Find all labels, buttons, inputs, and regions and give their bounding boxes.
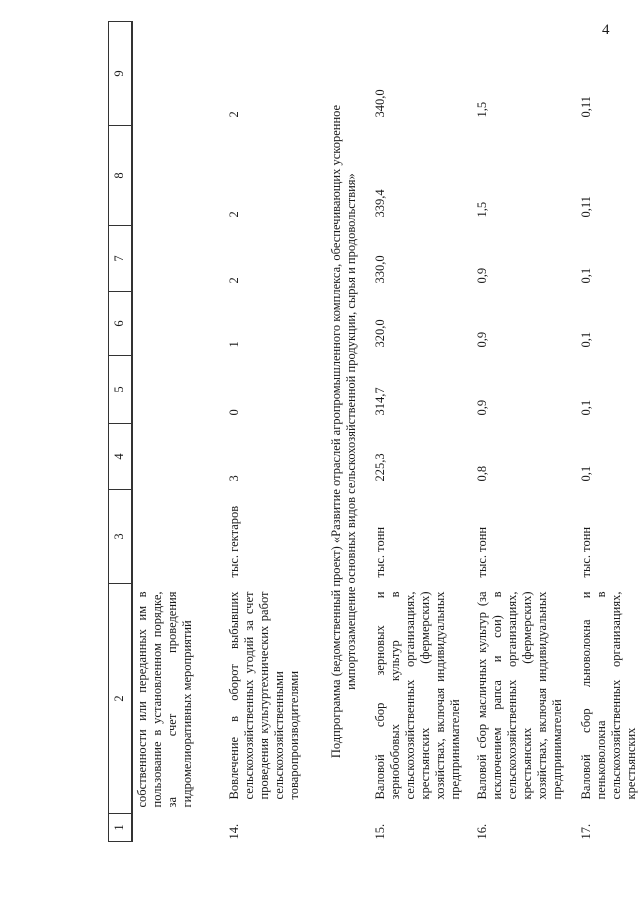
rotated-table-sheet <box>108 22 640 842</box>
row-number: 15. <box>373 823 387 840</box>
unit-cell: тыс. тонн <box>373 526 387 578</box>
value-col8: 339,4 <box>373 189 387 218</box>
value-col8: 1,5 <box>475 201 489 218</box>
col-header-4: 4 <box>109 424 133 490</box>
row-number: 17. <box>579 823 593 840</box>
col-header-1: 1 <box>109 814 133 842</box>
indicator-text: Валовой сбор масличных культур (за исключением рапса и сои) в сельскохозяйственных организациях, крестьянских (фермерских) хозяйствах, включая индивидуальных предпринимателей <box>475 591 564 800</box>
value-col4: 0,8 <box>475 465 489 482</box>
value-col7: 0,9 <box>475 267 489 284</box>
indicators-table <box>108 21 640 842</box>
unit-cell: тыс. гектаров <box>227 505 241 578</box>
value-col9: 2 <box>227 111 241 118</box>
value-col6: 320,0 <box>373 319 387 348</box>
value-col6: 0,1 <box>579 331 593 348</box>
row-number: 14. <box>227 823 241 840</box>
col-header-3: 3 <box>109 490 133 584</box>
value-col8: 2 <box>227 211 241 218</box>
col-header-5: 5 <box>109 356 133 424</box>
value-col6: 0,9 <box>475 331 489 348</box>
unit-cell: тыс. тонн <box>475 526 489 578</box>
table-row-15 <box>369 22 465 842</box>
value-col9: 0,11 <box>579 96 593 118</box>
subprogram-title: Подпрограмма (ведомственный проект) «Развитие отраслей агропромышленного комплекса, обеспечивающих ускоренное импортозамещение основных видов сельскохозяйственной продукции, сырья и продовольствия» <box>329 104 358 759</box>
col-header-9: 9 <box>109 22 133 126</box>
table-row-continuation <box>132 22 215 842</box>
indicator-text: Валовой сбор зерновых и зернобобовых культур в сельскохозяйственных организациях, крестьянских (фермерских) хозяйствах, включая индивидуальных предпринимателей <box>373 591 462 800</box>
indicator-text: Вовлечение в оборот выбывших сельскохозяйственных угодий за счет проведения культуртехнических работ сельскохозяйственными товаропроизводителями <box>227 591 301 800</box>
table-row-17 <box>569 22 640 842</box>
column-number-header <box>109 22 133 842</box>
indicator-text: Валовой сбор льноволокна и пеньковолокна в сельскохозяйственных организациях, крестьянских <box>579 591 638 800</box>
table-row-16 <box>465 22 569 842</box>
table-row-14 <box>215 22 315 842</box>
subprogram-heading-row <box>315 22 369 842</box>
value-col4: 225,3 <box>373 453 387 482</box>
unit-cell: тыс. тонн <box>579 526 593 578</box>
value-col4: 0,1 <box>579 465 593 482</box>
value-col9: 340,0 <box>373 89 387 118</box>
value-col6: 1 <box>227 341 241 348</box>
col-header-7: 7 <box>109 226 133 292</box>
value-col7: 330,0 <box>373 255 387 284</box>
col-header-2: 2 <box>109 584 133 814</box>
value-col9: 1,5 <box>475 101 489 118</box>
row-number: 16. <box>475 823 489 840</box>
value-col5: 314,7 <box>373 387 387 416</box>
col-header-8: 8 <box>109 126 133 226</box>
value-col8: 0,11 <box>579 196 593 218</box>
indicator-text: собственности или переданных им в пользование в установленном порядке, за счет проведения гидромелиоративных мероприятий <box>135 591 194 808</box>
row-number-cell <box>132 814 215 842</box>
value-col5: 0,1 <box>579 399 593 416</box>
value-col4: 3 <box>227 475 241 482</box>
value-col5: 0 <box>227 409 241 416</box>
value-col5: 0,9 <box>475 399 489 416</box>
value-col7: 2 <box>227 277 241 284</box>
page-number: 4 <box>602 22 610 38</box>
col-header-6: 6 <box>109 292 133 356</box>
value-col7: 0,1 <box>579 267 593 284</box>
